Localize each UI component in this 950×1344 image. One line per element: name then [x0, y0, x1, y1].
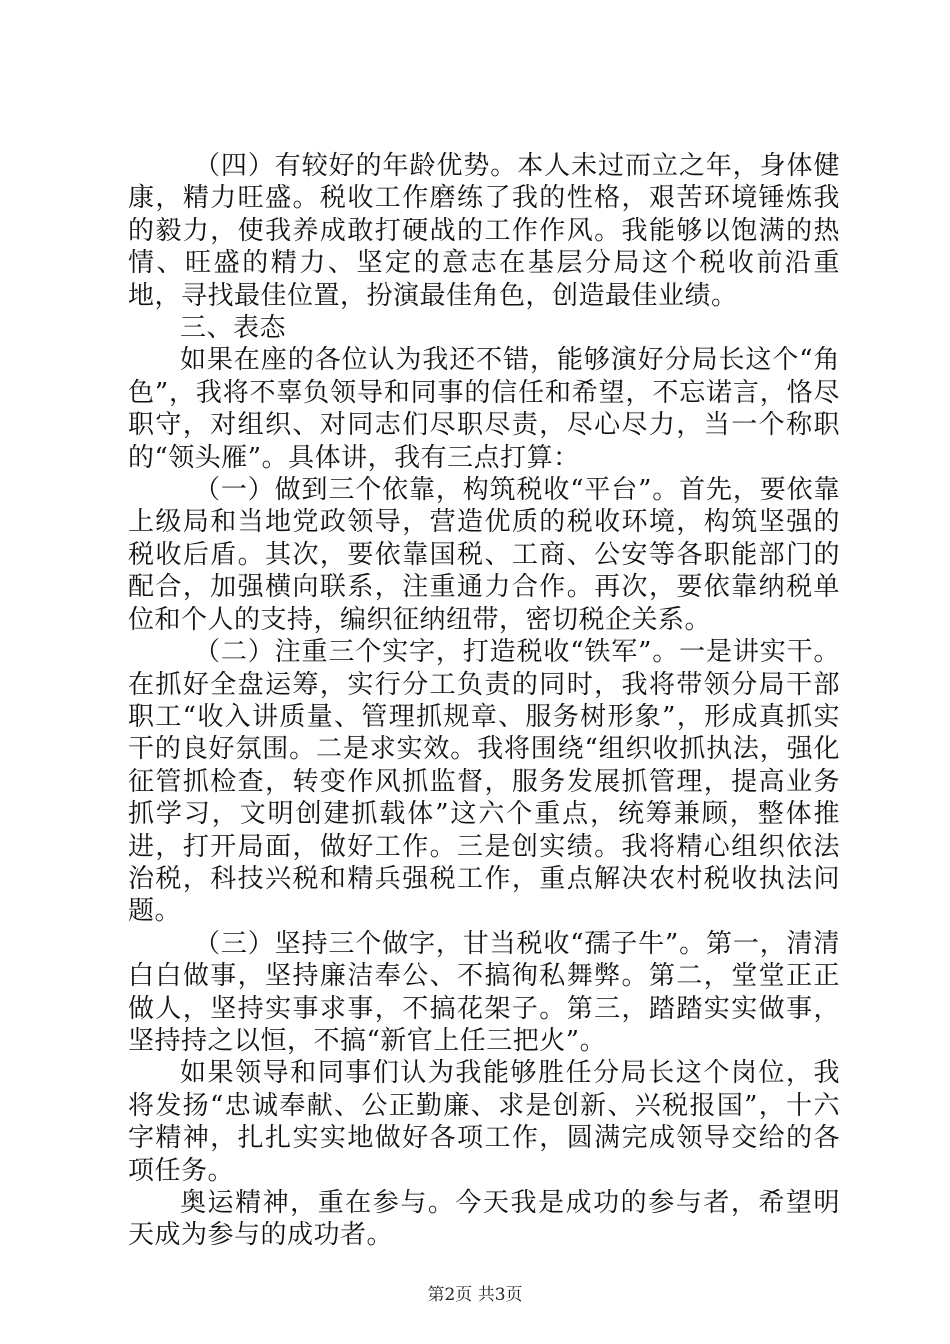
page-footer: 第2页 共3页: [427, 1285, 523, 1305]
paragraph-age-advantage: （四）有较好的年龄优势。本人未过而立之年，身体健康，精力旺盛。税收工作磨练了我的性格，艰苦环境锤炼我的毅力，使我养成敢打硬战的工作作风。我能够以饱满的热情、旺盛的精力、坚定的意志在基层分局这个税收前沿重地，寻找最佳位置，扮演最佳角色，创造最佳业绩。: [128, 151, 840, 311]
paragraph-pledge: 如果领导和同事们认为我能够胜任分局长这个岗位，我将发扬“忠诚奉献、公正勤廉、求是创新、兴税报国”，十六字精神，扎扎实实地做好各项工作，圆满完成领导交给的各项任务。: [128, 1058, 840, 1186]
paragraph-commitment: 如果在座的各位认为我还不错，能够演好分局长这个“角色”，我将不辜负领导和同事的信任和希望，不忘诺言，恪尽职守，对组织、对同志们尽职尽责，尽心尽力，当一个称职的“领头雁”。具体讲，我有三点打算：: [128, 345, 840, 473]
paragraph-plan-one: （一）做到三个依靠，构筑税收“平台”。首先，要依靠上级局和当地党政领导，营造优质的税收环境，构筑坚强的税收后盾。其次，要依靠国税、工商、公安等各职能部门的配合，加强横向联系，注重通力合作。再次，要依靠纳税单位和个人的支持，编织征纳纽带，密切税企关系。: [128, 475, 840, 635]
paragraph-closing: 奥运精神，重在参与。今天我是成功的参与者，希望明天成为参与的成功者。: [128, 1188, 840, 1251]
paragraph-plan-three: （三）坚持三个做字，甘当税收“孺子牛”。第一，清清白白做事，坚持廉洁奉公、不搞徇私舞弊。第二，堂堂正正做人，坚持实事求事，不搞花架子。第三，踏踏实实做事，坚持持之以恒，不搞“新官上任三把火”。: [128, 928, 840, 1056]
document-body: [128, 150, 840, 1252]
section-heading-statement: 三、表态: [180, 313, 287, 344]
paragraph-plan-two: （二）注重三个实字，打造税收“铁军”。一是讲实干。在抓好全盘运筹，实行分工负责的同时，我将带领分局干部职工“收入讲质量、管理抓规章、服务树形象”，形成真抓实干的良好氛围。二是求实效。我将围绕“组织收抓执法，强化征管抓检查，转变作风抓监督，服务发展抓管理，提高业务抓学习，文明创建抓载体”这六个重点，统筹兼顾，整体推进，打开局面，做好工作。三是创实绩。我将精心组织依法治税，科技兴税和精兵强税工作，重点解决农村税收执法问题。: [128, 637, 840, 927]
